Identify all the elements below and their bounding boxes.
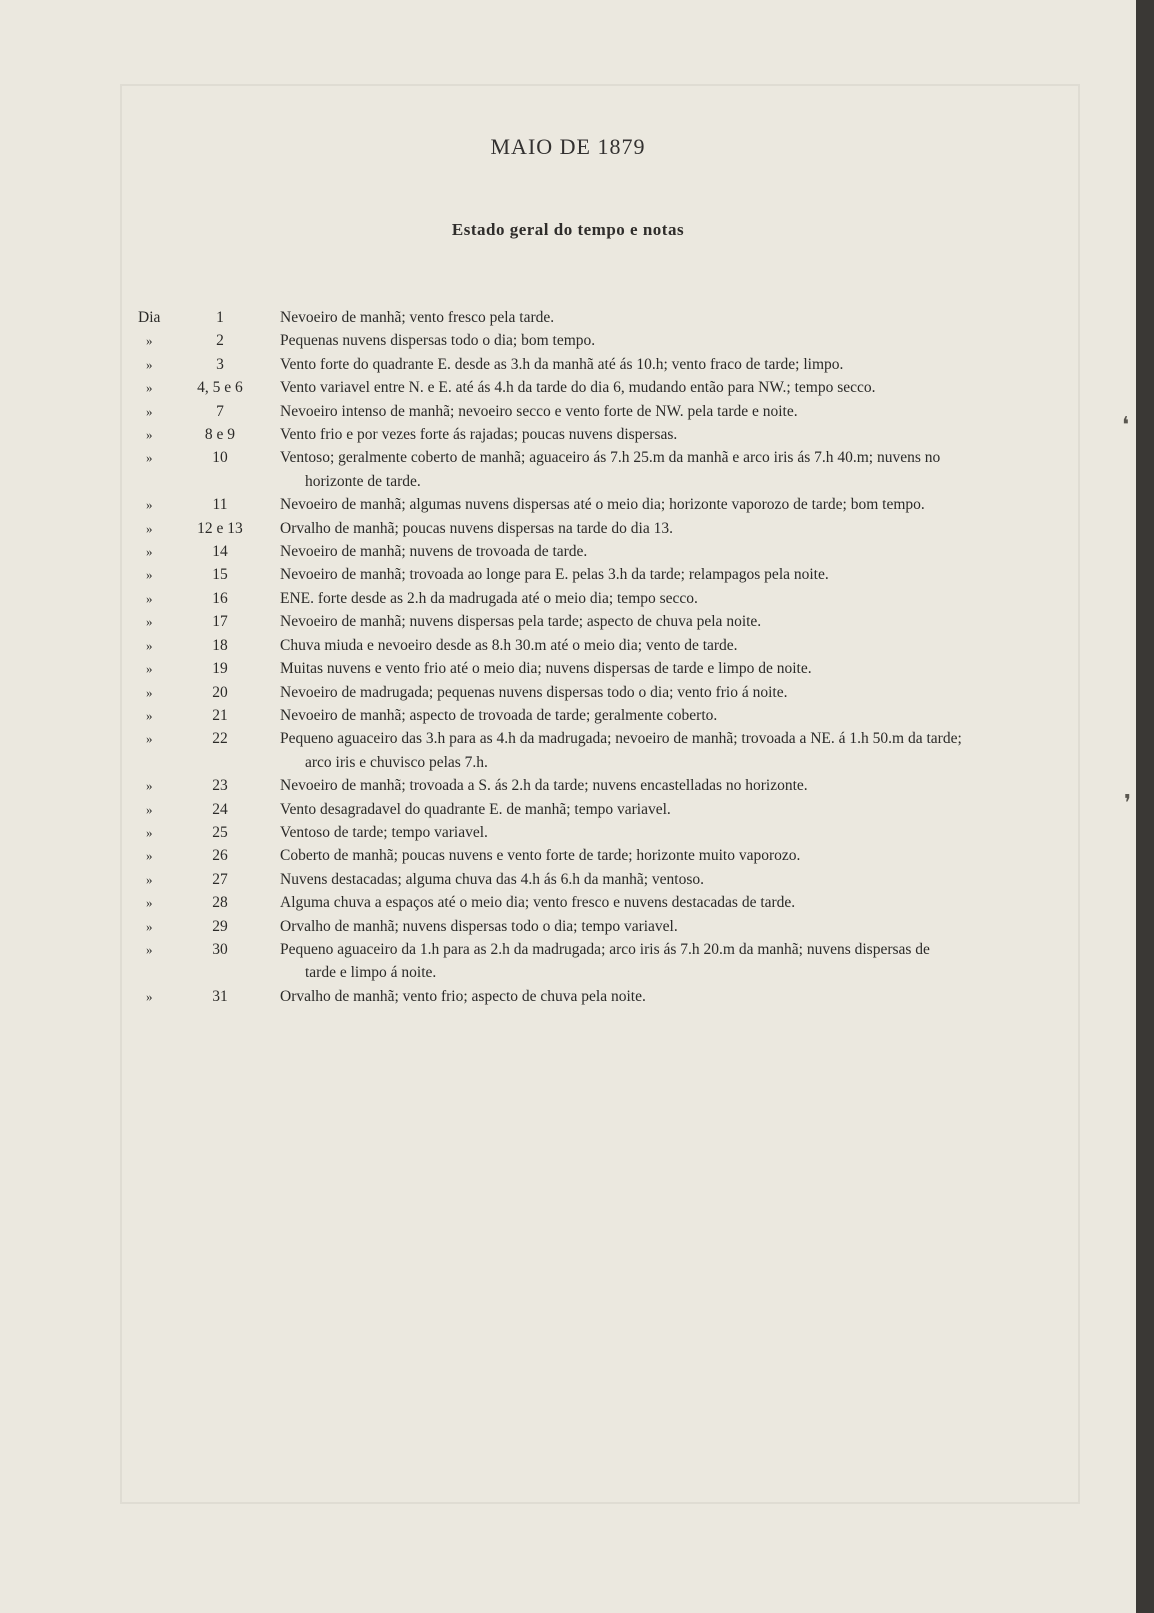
note-line: Ventoso; geralmente coberto de manhã; aguaceiro ás 7.h 25.m da manhã e arco iris ás 7.h 40.m; nuvens no — [280, 449, 941, 467]
note-line: Vento desagradavel do quadrante E. de manhã; tempo variavel. — [280, 800, 671, 818]
note-line: Pequeno aguaceiro da 1.h para as 2.h da madrugada; arco iris ás 7.h 20.m da manhã; nuvens dispersas de — [280, 940, 930, 958]
note-day: 31 — [212, 987, 228, 1005]
note-text — [280, 306, 1085, 329]
note-day: 3 — [216, 355, 224, 373]
note-day: 7 — [216, 402, 224, 420]
note-text — [280, 446, 1085, 493]
note-entry — [0, 329, 1136, 352]
note-line: Nevoeiro de manhã; trovoada ao longe para E. pelas 3.h da tarde; relampagos pela noite. — [280, 566, 829, 584]
note-entry — [0, 891, 1136, 914]
note-line: Orvalho de manhã; vento frio; aspecto de chuva pela noite. — [280, 987, 646, 1005]
note-text — [280, 517, 1085, 540]
note-entry — [0, 446, 1136, 493]
note-text — [280, 891, 1085, 914]
margin-mark: ❛ — [1122, 412, 1130, 437]
note-text — [280, 868, 1085, 891]
note-line: Nevoeiro de manhã; vento fresco pela tarde. — [280, 309, 555, 326]
note-prefix: » — [146, 848, 153, 864]
note-text — [280, 634, 1085, 657]
note-text — [280, 938, 1085, 985]
note-text — [280, 587, 1085, 610]
note-entry — [0, 985, 1136, 1008]
margin-mark: ❜ — [1124, 790, 1132, 815]
note-day: 20 — [212, 683, 228, 701]
note-line: Chuva miuda e nevoeiro desde as 8.h 30.m até o meio dia; vento de tarde. — [280, 636, 738, 654]
note-entry — [0, 774, 1136, 797]
note-day: 29 — [212, 917, 228, 935]
note-entry — [0, 540, 1136, 563]
note-entry — [0, 587, 1136, 610]
note-text — [280, 774, 1085, 797]
note-text — [280, 563, 1085, 586]
note-prefix: » — [146, 778, 153, 794]
note-day: 19 — [212, 660, 228, 678]
note-continuation-line: horizonte de tarde. — [305, 472, 421, 490]
note-day: 14 — [212, 543, 228, 561]
note-day: 2 — [216, 332, 224, 350]
note-prefix: » — [146, 520, 153, 536]
note-prefix: » — [146, 497, 153, 513]
note-entry — [0, 798, 1136, 821]
note-day: 12 e 13 — [197, 519, 243, 537]
note-text — [280, 400, 1085, 423]
note-prefix: » — [146, 450, 153, 466]
note-day: 4, 5 e 6 — [197, 379, 243, 397]
note-continuation-line: tarde e limpo á noite. — [305, 964, 437, 982]
note-line: Nevoeiro de manhã; nuvens de trovoada de tarde. — [280, 543, 588, 561]
note-line: Nevoeiro de manhã; trovoada a S. ás 2.h da tarde; nuvens encastelladas no horizonte. — [280, 777, 808, 795]
note-text — [280, 353, 1085, 376]
note-day: 15 — [212, 566, 228, 584]
note-entry — [0, 938, 1136, 985]
note-line: Orvalho de manhã; nuvens dispersas todo o dia; tempo variavel. — [280, 917, 678, 935]
note-entry — [0, 681, 1136, 704]
note-entry — [0, 400, 1136, 423]
note-entry — [0, 704, 1136, 727]
note-entry — [0, 657, 1136, 680]
note-text — [280, 657, 1085, 680]
note-prefix: » — [146, 427, 153, 443]
note-day: 11 — [212, 496, 228, 514]
note-prefix: » — [146, 661, 153, 677]
note-prefix: » — [146, 403, 153, 419]
note-text — [280, 493, 1085, 516]
note-line: Ventoso de tarde; tempo variavel. — [280, 823, 488, 841]
note-line: Alguma chuva a espaços até o meio dia; vento fresco e nuvens destacadas de tarde. — [280, 894, 796, 912]
note-line: Nevoeiro intenso de manhã; nevoeiro secco e vento forte de NW. pela tarde e noite. — [280, 402, 798, 420]
note-line: Nevoeiro de madrugada; pequenas nuvens dispersas todo o dia; vento frio á noite. — [280, 683, 788, 701]
note-line: Orvalho de manhã; poucas nuvens dispersas na tarde do dia 13. — [280, 519, 673, 537]
note-prefix: » — [146, 637, 153, 653]
note-prefix: » — [146, 356, 153, 372]
note-text — [280, 423, 1085, 446]
note-text — [280, 376, 1085, 399]
section-subtitle: Estado geral do tempo e notas — [451, 220, 685, 239]
note-prefix: » — [146, 941, 153, 957]
note-continuation-line: arco iris e chuvisco pelas 7.h. — [305, 753, 488, 771]
note-prefix: » — [146, 731, 153, 747]
note-prefix: » — [146, 988, 153, 1004]
note-line: Vento forte do quadrante E. desde as 3.h da manhã até ás 10.h; vento fraco de tarde; limpo. — [280, 355, 844, 373]
note-text — [280, 610, 1085, 633]
note-line: ENE. forte desde as 2.h da madrugada até o meio dia; tempo secco. — [280, 589, 698, 607]
note-entry — [0, 634, 1136, 657]
note-line: Nevoeiro de manhã; algumas nuvens dispersas até o meio dia; horizonte vaporozo de tarde; bom tempo. — [280, 496, 925, 514]
note-entry — [0, 868, 1136, 891]
note-day: 18 — [212, 636, 228, 654]
note-text — [280, 821, 1085, 844]
note-day: 1 — [216, 309, 224, 326]
note-text — [280, 681, 1085, 704]
note-prefix: » — [146, 801, 153, 817]
note-line: Coberto de manhã; poucas nuvens e vento forte de tarde; horizonte muito vaporozo. — [280, 847, 801, 865]
note-entry — [0, 353, 1136, 376]
note-line: Vento variavel entre N. e E. até ás 4.h da tarde do dia 6, mudando então para NW.; tempo secco. — [280, 379, 876, 397]
note-day: 27 — [212, 870, 228, 888]
note-line: Nuvens destacadas; alguma chuva das 4.h ás 6.h da manhã; ventoso. — [280, 870, 704, 888]
page-title: MAIO DE 1879 — [490, 134, 646, 159]
note-text — [280, 727, 1085, 774]
note-text — [280, 704, 1085, 727]
note-text — [280, 844, 1085, 867]
note-day: 22 — [212, 730, 228, 748]
note-line: Muitas nuvens e vento frio até o meio dia; nuvens dispersas de tarde e limpo de noite. — [280, 660, 812, 678]
note-text — [280, 540, 1085, 563]
note-entry — [0, 306, 1136, 329]
note-prefix: Dia — [138, 309, 161, 326]
note-prefix: » — [146, 707, 153, 723]
note-line: Pequenas nuvens dispersas todo o dia; bom tempo. — [280, 332, 596, 350]
note-entry — [0, 493, 1136, 516]
note-line: Pequeno aguaceiro das 3.h para as 4.h da madrugada; nevoeiro de manhã; trovoada a NE. á 1.h 50.m da tarde; — [280, 730, 962, 748]
note-text — [280, 985, 1085, 1008]
note-day: 16 — [212, 589, 228, 607]
note-prefix: » — [146, 380, 153, 396]
note-entry — [0, 844, 1136, 867]
note-entry — [0, 821, 1136, 844]
note-prefix: » — [146, 895, 153, 911]
note-day: 17 — [212, 613, 228, 631]
note-prefix: » — [146, 333, 153, 349]
note-line: Nevoeiro de manhã; nuvens dispersas pela tarde; aspecto de chuva pela noite. — [280, 613, 762, 631]
note-text — [280, 915, 1085, 938]
note-prefix: » — [146, 614, 153, 630]
note-prefix: » — [146, 871, 153, 887]
note-line: Nevoeiro de manhã; aspecto de trovoada de tarde; geralmente coberto. — [280, 706, 718, 724]
note-prefix: » — [146, 824, 153, 840]
note-prefix: » — [146, 918, 153, 934]
note-entry — [0, 727, 1136, 774]
note-day: 26 — [212, 847, 228, 865]
note-day: 30 — [212, 940, 228, 958]
weather-notes-list — [0, 306, 1136, 1008]
note-day: 28 — [212, 894, 228, 912]
note-day: 10 — [212, 449, 228, 467]
note-day: 21 — [212, 706, 228, 724]
note-text — [280, 798, 1085, 821]
note-prefix: » — [146, 567, 153, 583]
note-prefix: » — [146, 684, 153, 700]
note-day: 8 e 9 — [204, 426, 236, 444]
note-day: 25 — [212, 823, 228, 841]
note-day: 23 — [212, 777, 228, 795]
note-text — [280, 329, 1085, 352]
page-edge — [1136, 0, 1154, 1613]
note-entry — [0, 376, 1136, 399]
note-entry — [0, 423, 1136, 446]
note-entry — [0, 915, 1136, 938]
note-prefix: » — [146, 544, 153, 560]
note-prefix: » — [146, 590, 153, 606]
note-day: 24 — [212, 800, 228, 818]
note-entry — [0, 610, 1136, 633]
note-entry — [0, 563, 1136, 586]
note-entry — [0, 517, 1136, 540]
note-line: Vento frio e por vezes forte ás rajadas; poucas nuvens dispersas. — [280, 426, 678, 444]
